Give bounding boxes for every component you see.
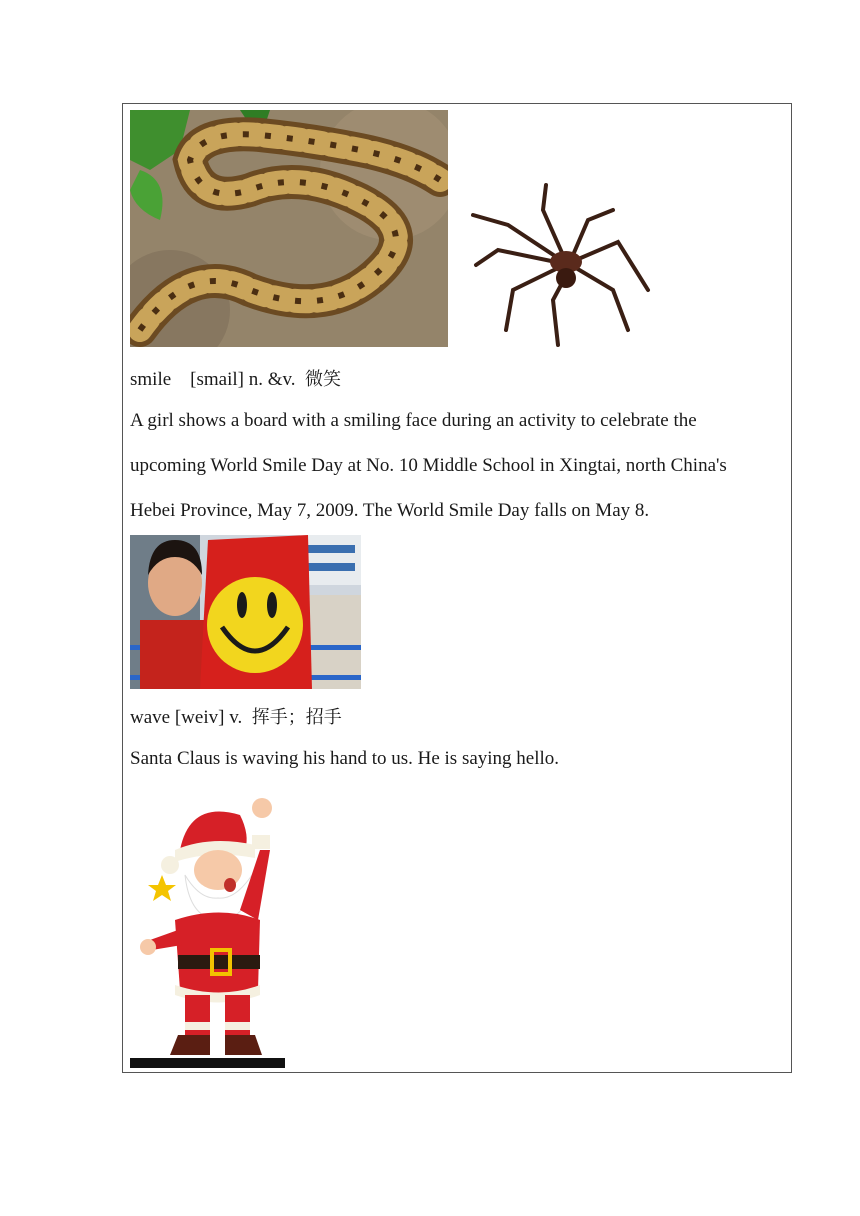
entry-wave-header xyxy=(130,703,342,729)
example-sentence-line: A girl shows a board with a smiling face during an activity to celebrate the xyxy=(130,410,697,431)
part-of-speech: v. xyxy=(229,707,243,728)
example-sentence-line: Santa Claus is waving his hand to us. He is saying hello. xyxy=(130,748,560,769)
chinese-meaning: 挥手；招手 xyxy=(251,707,342,728)
example-sentence-line: upcoming World Smile Day at No. 10 Middle School in Xingtai, north China's xyxy=(130,455,727,476)
snake-photo xyxy=(130,110,448,347)
entry-smile-header xyxy=(130,365,341,391)
phonetic: [smail] xyxy=(190,369,244,390)
spider-image xyxy=(468,180,654,350)
phonetic: [weiv] xyxy=(174,707,225,728)
girl-smile-board-photo xyxy=(130,535,361,689)
chinese-meaning: 微笑 xyxy=(305,369,342,390)
part-of-speech: n. &v. xyxy=(248,369,296,390)
santa-claus-image xyxy=(130,790,285,1070)
headword: smile xyxy=(130,369,172,390)
headword: wave xyxy=(130,707,171,728)
example-sentence-line: Hebei Province, May 7, 2009. The World Smile Day falls on May 8. xyxy=(130,500,650,521)
